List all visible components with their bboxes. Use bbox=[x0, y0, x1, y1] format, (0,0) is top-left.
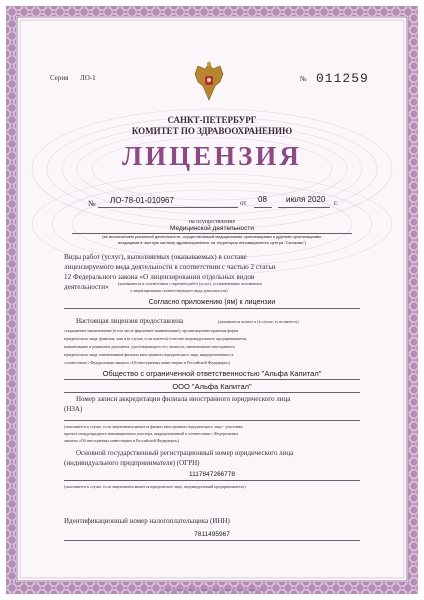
nza-line-1: Номер записи аккредитации филиала иностранного юридического лица bbox=[76, 395, 291, 403]
works-line-4: деятельности» bbox=[64, 283, 109, 291]
nza-line-2: (НЗА) bbox=[64, 405, 83, 413]
issued-note-5: соответствии с Федеральным законом «Об иностранных инвестициях в Российской Федерации») bbox=[64, 360, 231, 365]
day-underline bbox=[254, 207, 272, 208]
issued-note-2: юридического лица, фамилия, имя и (в случае, если имеется) отчество индивидуального предпринимателя, bbox=[64, 336, 248, 341]
coat-of-arms-emblem bbox=[190, 60, 228, 104]
date-from-label: от bbox=[240, 199, 247, 207]
series-value: ЛО-1 bbox=[80, 74, 96, 82]
license-number: ЛО-78-01-010967 bbox=[110, 196, 174, 205]
license-number-label: № bbox=[88, 199, 96, 208]
works-underline bbox=[64, 308, 360, 309]
issued-note-a: (указывается полное и (в случае, если имеется) bbox=[218, 319, 299, 324]
license-number-underline bbox=[98, 207, 238, 208]
nza-note-2: проекта международного инновационного кластера, аккредитованный в соответствии с Федеральным bbox=[64, 431, 238, 436]
works-note-2: о лицензировании соответствующего вида деятельности) bbox=[130, 288, 228, 293]
issued-line-1: Настоящая лицензия предоставлена bbox=[76, 317, 184, 325]
works-value: Согласно приложению (ям) к лицензии bbox=[148, 299, 276, 306]
issued-note-1: сокращенное наименование (в том числе фирменное наименование), организационно-правовая форма bbox=[64, 328, 239, 333]
city-title: САНКТ-ПЕТЕРБУРГ bbox=[167, 115, 257, 125]
activity-note-2: входящими в частную систему здравоохранения, на территории инновационного центра "Сколково") bbox=[118, 240, 306, 245]
activity-note-1: (за исключением указанной деятельности, осуществляемой медицинскими организациями и другими организациями, bbox=[102, 234, 322, 239]
issued-note-4: юридического лица, наименование филиала иностранного юридического лица, аккредитованного в bbox=[64, 352, 234, 357]
number-label: № bbox=[300, 75, 307, 83]
works-line-2: лицензируемого вида деятельности в соответствии с частью 2 статьи bbox=[64, 263, 276, 271]
works-line-3: 12 Федерального закона «О лицензировании отдельных видов bbox=[64, 273, 255, 281]
activity-value: Медицинской деятельности bbox=[169, 225, 255, 232]
printer-imprint: © АО «Гознак», Москва, 2019. Бланк строгой отчетности. Уровень защиты «Б» bbox=[161, 588, 263, 592]
works-note-1: (указываются в соответствии с перечнем работ (услуг), установленным положением bbox=[118, 281, 262, 286]
ogrn-value: 1117847266778 bbox=[188, 471, 236, 478]
ogrn-line-2: (индивидуального предпринимателя) (ОГРН) bbox=[64, 459, 200, 467]
inn-underline bbox=[64, 540, 360, 541]
company-full-underline bbox=[64, 379, 360, 380]
committee-title: КОМИТЕТ ПО ЗДРАВООХРАНЕНИЮ bbox=[131, 126, 293, 136]
activity-lead: на осуществление bbox=[188, 219, 236, 225]
blank-number: 011259 bbox=[316, 71, 369, 86]
month-underline bbox=[278, 207, 330, 208]
ogrn-underline bbox=[64, 480, 360, 481]
license-day: 08 bbox=[258, 195, 267, 204]
nza-underline bbox=[64, 420, 360, 421]
issued-note-3: наименование и реквизиты документа, удостоверяющего его личность, наименование иностранного bbox=[64, 344, 236, 349]
company-short-underline bbox=[64, 392, 360, 393]
ogrn-line-1: Основной государственный регистрационный номер юридического лица bbox=[76, 449, 294, 457]
inn-value: 7811495967 bbox=[194, 531, 230, 538]
company-short-name: ООО "Альфа Капитал" bbox=[172, 382, 252, 391]
nza-note-1: (заполняется в случае, если лицензиатом является филиал иностранного юридического лица - участника bbox=[64, 424, 243, 429]
nza-note-3: законом «Об иностранных инвестициях в Российской Федерации») bbox=[64, 438, 179, 443]
license-month-year: июля 2020 bbox=[286, 195, 326, 204]
year-suffix: г. bbox=[334, 199, 338, 207]
main-title: ЛИЦЕНЗИЯ bbox=[122, 141, 302, 171]
ogrn-note: (заполняется в случае, если лицензиатом является юридическое лицо, индивидуальный предприниматель) bbox=[64, 484, 246, 489]
works-line-1: Виды работ (услуг), выполняемых (оказываемых) в составе bbox=[64, 253, 247, 261]
inn-label: Идентификационный номер налогоплательщика (ИНН) bbox=[64, 517, 230, 525]
company-full-name: Общество с ограниченной ответственностью "Альфа Капитал" bbox=[102, 369, 322, 378]
series-label: Серия bbox=[50, 74, 69, 82]
